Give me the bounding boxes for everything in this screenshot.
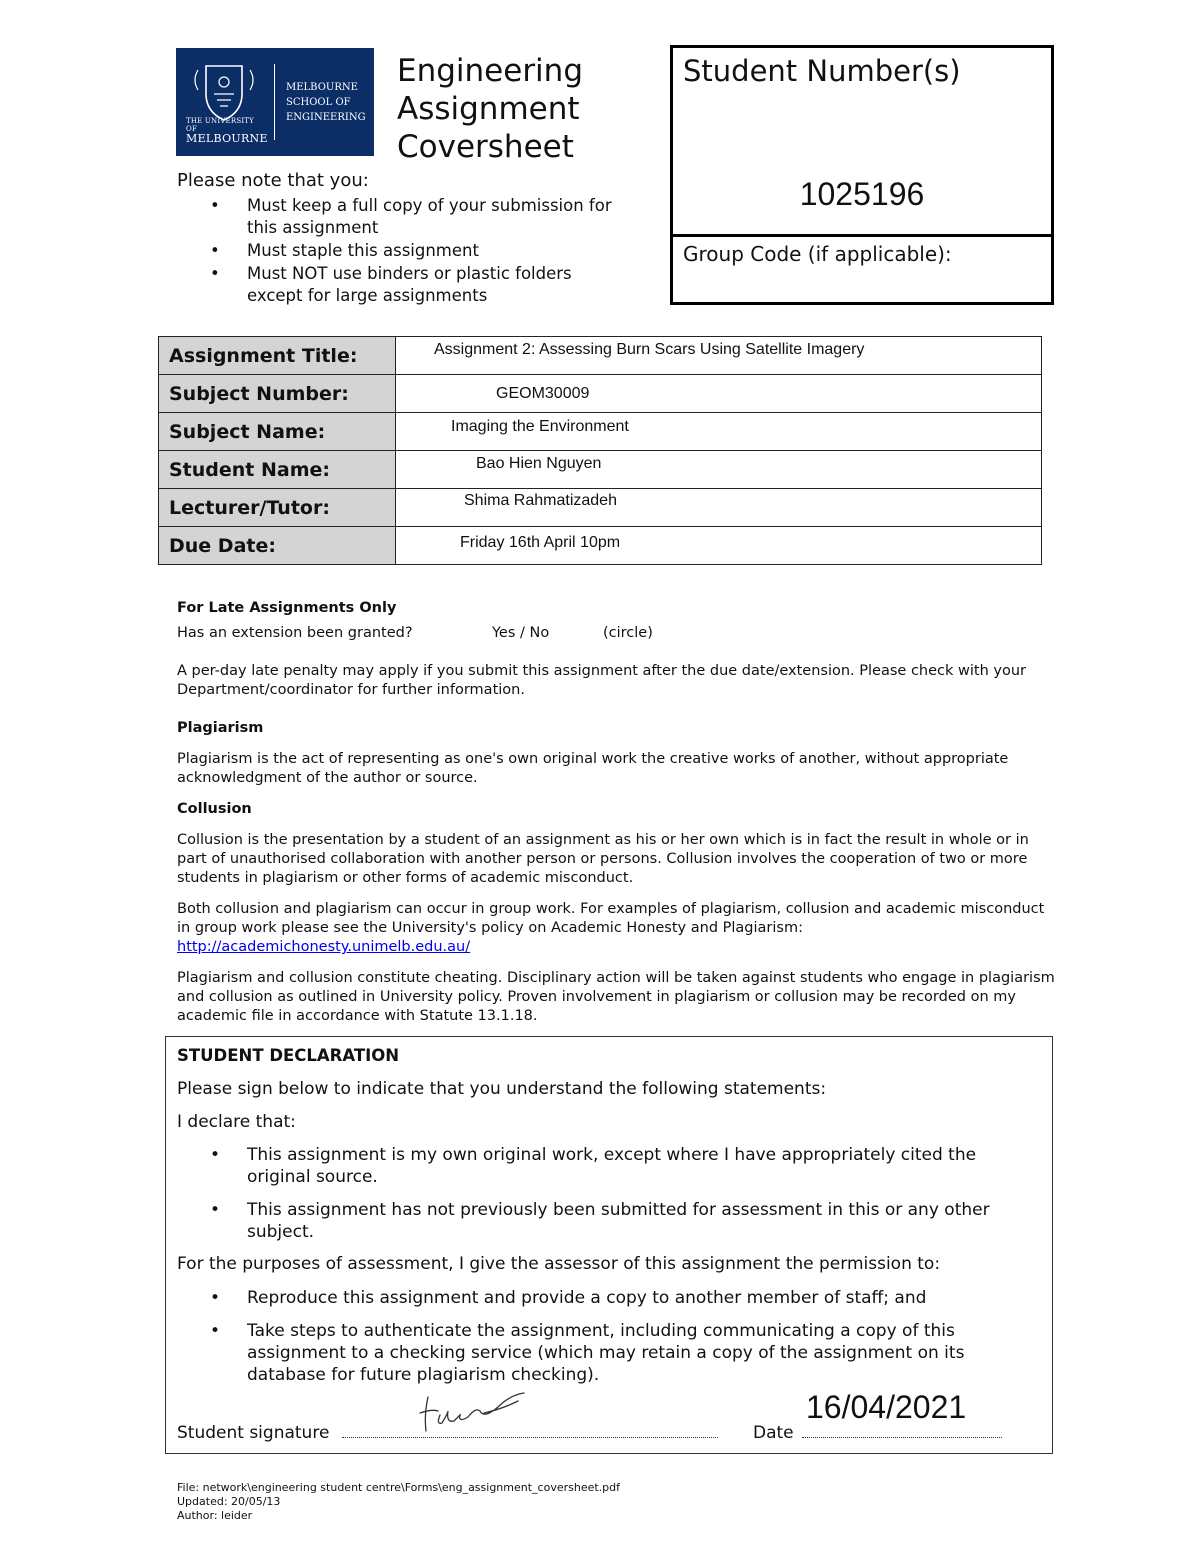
signature-icon xyxy=(418,1389,528,1435)
circle-instruction: (circle) xyxy=(603,625,653,641)
extension-question: Has an extension been granted? xyxy=(177,625,413,641)
signature-label: Student signature xyxy=(177,1423,330,1443)
student-number-box xyxy=(670,45,1054,237)
footer-author: Author: leider xyxy=(177,1509,253,1522)
table-row xyxy=(159,489,1042,527)
university-logo xyxy=(176,48,374,156)
footer-file: File: network\engineering student centre\Forms\eng_assignment_coversheet.pdf xyxy=(177,1481,621,1494)
list-item: • Must keep a full copy of your submission for this assignment xyxy=(210,196,612,237)
table-row xyxy=(159,375,1042,413)
student-name-label: Student Name: xyxy=(159,451,396,489)
subject-number-field[interactable]: GEOM30009 xyxy=(396,375,1042,413)
subject-name-label: Subject Name: xyxy=(159,413,396,451)
signature-field[interactable] xyxy=(342,1437,718,1438)
extension-question-row xyxy=(177,624,653,643)
footer xyxy=(177,1481,620,1523)
list-item: • This assignment has not previously been submitted for assessment in this or any other subject. xyxy=(210,1200,990,1242)
declare-label: I declare that: xyxy=(177,1112,296,1132)
collusion-text: Collusion is the presentation by a student of an assignment as his or her own which is in fact the result in whole or in part of unauthorised collaboration with another person or persons. Collusion involves the cooperation of two or more students in plagiarism or other forms of academic misconduct. xyxy=(177,832,1029,886)
cheating-text: Plagiarism and collusion constitute cheating. Disciplinary action will be taken against students who engage in plagiarism and collusion as outlined in University policy. Proven involvement in plagiarism or collusion may be recorded on my academic file in accordance with Statute 13.1.18. xyxy=(177,970,1055,1024)
university-name: THE UNIVERSITY OF MELBOURNE xyxy=(186,117,268,146)
list-item: • Take steps to authenticate the assignment, including communicating a copy of this assignment to a checking service (which may retain a copy of the assignment on its database for future plagiarism checking). xyxy=(210,1321,965,1385)
yes-no-option[interactable]: Yes / No xyxy=(492,625,550,641)
declaration-intro: Please sign below to indicate that you understand the following statements: xyxy=(177,1079,827,1099)
table-row xyxy=(159,527,1042,565)
list-item: • Must NOT use binders or plastic folders except for large assignments xyxy=(210,264,572,305)
student-name-field[interactable]: Bao Hien Nguyen xyxy=(396,451,1042,489)
table-row xyxy=(159,451,1042,489)
list-item: • This assignment is my own original work, except where I have appropriately cited the original source. xyxy=(210,1145,977,1187)
group-code-label: Group Code (if applicable): xyxy=(683,242,952,266)
subject-name-field[interactable]: Imaging the Environment xyxy=(396,413,1042,451)
assignment-title-label: Assignment Title: xyxy=(159,337,396,375)
lecturer-tutor-label: Lecturer/Tutor: xyxy=(159,489,396,527)
logo-divider xyxy=(274,64,275,140)
late-penalty-text: A per-day late penalty may apply if you submit this assignment after the due date/extension. Please check with your Department/coordinator for further information. xyxy=(177,663,1026,698)
table-row xyxy=(159,337,1042,375)
plagiarism-heading: Plagiarism xyxy=(177,720,264,736)
group-code-box[interactable] xyxy=(670,236,1054,305)
assignment-details-table xyxy=(158,336,1042,565)
permission-intro: For the purposes of assessment, I give the assessor of this assignment the permission to: xyxy=(177,1254,941,1274)
date-label: Date xyxy=(753,1423,794,1443)
due-date-label: Due Date: xyxy=(159,527,396,565)
date-field[interactable] xyxy=(802,1437,1002,1438)
late-assignments-heading: For Late Assignments Only xyxy=(177,600,397,616)
page-title: Engineering Assignment Coversheet xyxy=(397,53,583,165)
student-declaration-box xyxy=(165,1036,1053,1454)
subject-number-label: Subject Number: xyxy=(159,375,396,413)
school-name: MELBOURNE SCHOOL OF ENGINEERING xyxy=(286,82,366,123)
list-item: • Must staple this assignment xyxy=(210,241,479,260)
student-number-value[interactable]: 1025196 xyxy=(799,176,925,212)
group-work-text: Both collusion and plagiarism can occur in group work. For examples of plagiarism, collusion and academic misconduct in group work please see the University's policy on Academic Honesty and Plagiarism: http://academichonesty.unimelb.edu.au/ xyxy=(177,901,1045,955)
footer-updated: Updated: 20/05/13 xyxy=(177,1495,281,1508)
student-number-label: Student Number(s) xyxy=(683,54,961,88)
declaration-heading: STUDENT DECLARATION xyxy=(177,1046,400,1065)
list-item: • Reproduce this assignment and provide a copy to another member of staff; and xyxy=(210,1288,927,1308)
lecturer-tutor-field[interactable]: Shima Rahmatizadeh xyxy=(396,489,1042,527)
assignment-title-field[interactable]: Assignment 2: Assessing Burn Scars Using Satellite Imagery xyxy=(396,337,1042,375)
notes-heading: Please note that you: xyxy=(177,170,369,191)
academic-honesty-link[interactable]: http://academichonesty.unimelb.edu.au/ xyxy=(177,939,471,955)
due-date-field[interactable]: Friday 16th April 10pm xyxy=(396,527,1042,565)
notes-list xyxy=(206,195,617,308)
collusion-heading: Collusion xyxy=(177,801,252,817)
table-row xyxy=(159,413,1042,451)
date-value: 16/04/2021 xyxy=(806,1389,967,1425)
plagiarism-text: Plagiarism is the act of representing as one's own original work the creative works of another, without appropriate acknowledgment of the author or source. xyxy=(177,751,1009,786)
